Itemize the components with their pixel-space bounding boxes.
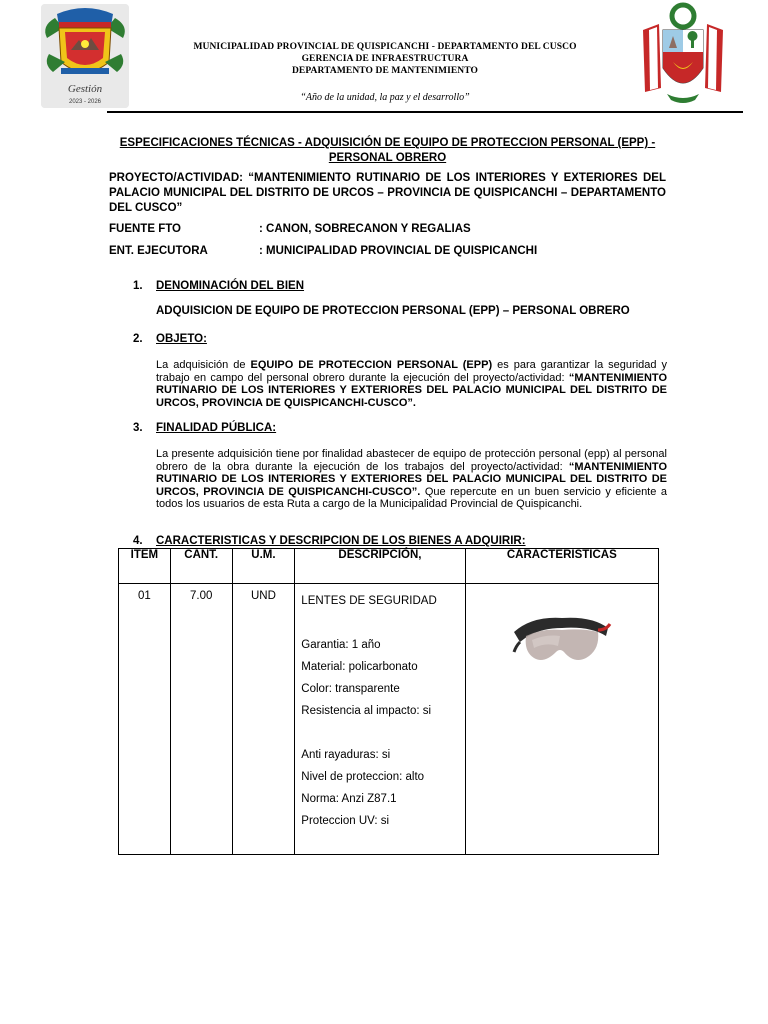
- quantity: 7.00: [190, 590, 213, 602]
- section-3-text-1: La presente adquisición tiene por finalidad abastecer de equipo de protección personal (epp) al personal obrero de la obra durante la ejecución de los trabajos del proyecto/actividad:: [156, 448, 667, 473]
- section-2-text-2: es para garantizar la seguridad y trabajo en campo del personal obrero durante la ejecución del proyecto/actividad:: [156, 359, 667, 384]
- spec-line: Garantia: 1 año: [301, 639, 381, 651]
- header-cant: CANT.: [170, 549, 232, 584]
- header-line-3: DEPARTAMENTO DE MANTENIMIENTO: [291, 66, 479, 76]
- section-1-body: ADQUISICION DE EQUIPO DE PROTECCION PERSONAL (EPP) – PERSONAL OBRERO: [156, 305, 630, 317]
- executing-entity-row: [109, 244, 537, 259]
- unit-of-measure: UND: [250, 590, 276, 602]
- table-row: [119, 584, 659, 855]
- header-description: DESCRIPCIÓN,: [295, 549, 465, 584]
- item-number: 01: [138, 590, 151, 602]
- logo-gestion-text: Gestión: [67, 83, 103, 95]
- section-2-text-1: La adquisición de: [156, 359, 251, 371]
- section-2-bold-2: “MANTENIMIENTO RUTINARIO DE LOS INTERIORES Y EXTERIORES DEL PALACIO MUNICIPAL DEL DISTRITO DE URCOS, PROVINCIA DE QUISPICANCHI-CUSCO”.: [156, 371, 667, 409]
- executing-entity-label: ENT. EJECUTORA: [109, 245, 208, 257]
- section-1-number: 1.: [133, 280, 143, 292]
- safety-glasses-icon: [512, 602, 612, 672]
- motto: “Año de la unidad, la paz y el desarrollo”: [300, 92, 470, 103]
- cell-cant: [170, 584, 232, 855]
- header-characteristics: CARACTERISTICAS: [465, 549, 658, 584]
- description-title: LENTES DE SEGURIDAD: [301, 595, 437, 607]
- section-3-bold-1: “MANTENIMIENTO RUTINARIO DE LOS INTERIORES Y EXTERIORES DEL PALACIO MUNICIPAL DEL DISTRITO DE URCOS, PROVINCIA DE QUISPICANCHI-CUSCO”.: [156, 460, 667, 498]
- spec-line: Resistencia al impacto: si: [301, 705, 432, 717]
- funding-source-label: FUENTE FTO: [109, 223, 181, 235]
- cell-description: [295, 584, 465, 855]
- cell-item: [119, 584, 171, 855]
- spec-line: Material: policarbonato: [301, 661, 418, 673]
- section-2-body: [156, 359, 667, 409]
- funding-source-value: : CANON, SOBRECANON Y REGALIAS: [259, 223, 471, 235]
- header-line-2: GERENCIA DE INFRAESTRUCTURA: [301, 54, 469, 64]
- section-3-text-2: Que repercute en un buen servicio y eficiente a todos los usuarios de esta Ruta a cargo de la Municipalidad Provincial de Quispicanchi.: [156, 485, 667, 510]
- section-2-title: OBJETO:: [156, 333, 207, 345]
- section-3-number: 3.: [133, 422, 143, 434]
- letterhead: [0, 0, 768, 115]
- header-um: U.M.: [232, 549, 295, 584]
- document-title: ESPECIFICACIONES TÉCNICAS - ADQUISICIÓN DE EQUIPO DE PROTECCION PERSONAL (EPP) - PERSONAL OBRERO: [119, 137, 656, 164]
- section-4-title: CARACTERISTICAS Y DESCRIPCION DE LOS BIENES A ADQUIRIR:: [156, 535, 526, 547]
- municipal-logo: [41, 4, 129, 108]
- funding-source-row: [109, 222, 471, 237]
- spec-line: Proteccion UV: si: [301, 815, 390, 827]
- section-3-title: FINALIDAD PÚBLICA:: [156, 422, 277, 434]
- spec-line: Color: transparente: [301, 683, 400, 695]
- section-2-bold-1: EQUIPO DE PROTECCION PERSONAL (EPP): [250, 359, 493, 371]
- spec-line: Norma: Anzi Z87.1: [301, 793, 397, 805]
- items-table: [118, 548, 659, 855]
- header-divider: [107, 111, 743, 113]
- letterhead-text: [150, 41, 620, 77]
- cell-characteristics: [465, 584, 658, 855]
- spec-line: Nivel de proteccion: alto: [301, 771, 425, 783]
- table-header-row: [119, 549, 659, 584]
- section-1-title: DENOMINACIÓN DEL BIEN: [156, 280, 305, 292]
- section-2-number: 2.: [133, 333, 143, 345]
- project-description: PROYECTO/ACTIVIDAD: “MANTENIMIENTO RUTINARIO DE LOS INTERIORES Y EXTERIORES DEL PALACIO MUNICIPAL DEL DISTRITO DE URCOS – PROVINCIA DE QUISPICANCHI – DEPARTAMENTO DEL CUSCO”: [109, 172, 666, 214]
- logo-years-text: 2023 - 2026: [68, 99, 102, 105]
- spec-line: Anti rayaduras: si: [301, 749, 391, 761]
- section-4-number: 4.: [133, 535, 143, 547]
- header-line-1: MUNICIPALIDAD PROVINCIAL DE QUISPICANCHI - DEPARTAMENTO DEL CUSCO: [193, 42, 577, 52]
- peru-coat-of-arms-icon: [637, 2, 729, 108]
- executing-entity-value: : MUNICIPALIDAD PROVINCIAL DE QUISPICANCHI: [259, 245, 538, 257]
- header-item: ITEM: [119, 549, 171, 584]
- section-3-body: [156, 448, 667, 511]
- cell-um: [232, 584, 295, 855]
